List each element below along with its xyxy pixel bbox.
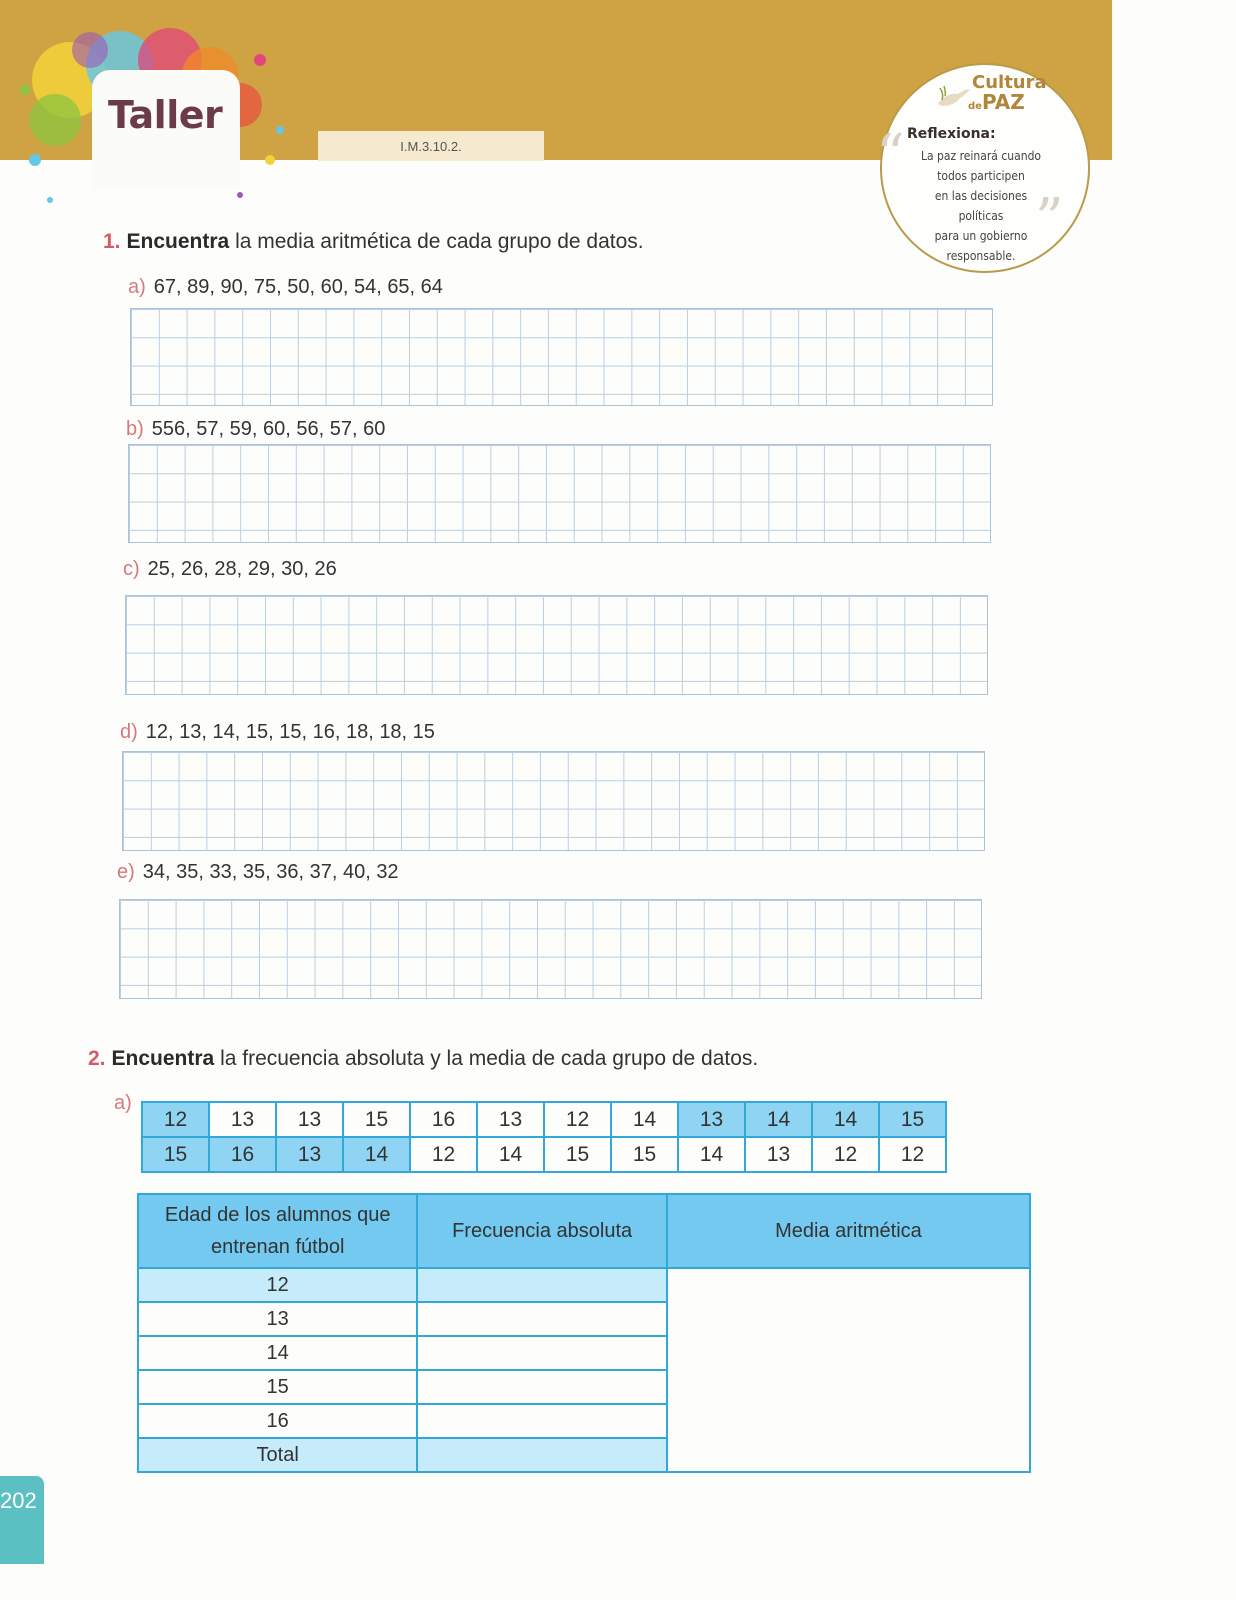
data-cell: 12 (410, 1137, 477, 1172)
answer-grid-b[interactable] (128, 444, 991, 543)
data-cell: 12 (544, 1102, 611, 1137)
peace-line: para un gobierno (934, 229, 1028, 243)
peace-title-line2: PAZ (981, 90, 1025, 114)
peace-title-de: de (968, 101, 982, 112)
data-cell: 14 (477, 1137, 544, 1172)
data-table (141, 1101, 947, 1173)
exercise1-item-c (123, 558, 337, 581)
item-values: 556, 57, 59, 60, 56, 57, 60 (151, 418, 386, 440)
data-cell: 16 (209, 1137, 276, 1172)
data-cell: 13 (276, 1102, 343, 1137)
exercise2-heading (88, 1047, 758, 1071)
exercise1-item-d (120, 721, 435, 744)
data-cell: 15 (142, 1137, 209, 1172)
data-row (142, 1102, 946, 1137)
data-cell: 12 (812, 1137, 879, 1172)
mean-input-cell[interactable] (667, 1268, 1030, 1472)
item-letter: d) (120, 721, 138, 743)
total-input-cell[interactable] (417, 1438, 667, 1472)
total-label: Total (138, 1438, 417, 1472)
exercise1-instruction: la media aritmética de cada grupo de datos. (235, 230, 644, 253)
data-row (142, 1137, 946, 1172)
item-values: 34, 35, 33, 35, 36, 37, 40, 32 (142, 861, 399, 883)
answer-grid-e[interactable] (119, 899, 982, 999)
age-cell: 12 (138, 1268, 417, 1302)
item-values: 12, 13, 14, 15, 15, 16, 18, 18, 15 (145, 721, 435, 743)
frequency-input-cell[interactable] (417, 1370, 667, 1404)
data-cell: 13 (477, 1102, 544, 1137)
table-row (138, 1268, 1030, 1302)
peace-line: La paz reinará cuando (920, 149, 1042, 163)
peace-line: todos participen (937, 169, 1025, 183)
age-cell: 13 (138, 1302, 417, 1336)
data-cell: 16 (410, 1102, 477, 1137)
header-absolute-frequency: Frecuencia absoluta (417, 1194, 667, 1268)
frequency-input-cell[interactable] (417, 1268, 667, 1302)
data-cell: 14 (745, 1102, 812, 1137)
data-cell: 14 (343, 1137, 410, 1172)
data-cell: 12 (142, 1102, 209, 1137)
curriculum-code: I.M.3.10.2. (318, 131, 544, 161)
exercise1-number: 1. (103, 230, 121, 253)
data-cell: 15 (343, 1102, 410, 1137)
data-cell: 13 (678, 1102, 745, 1137)
data-cell: 13 (745, 1137, 812, 1172)
frequency-input-cell[interactable] (417, 1336, 667, 1370)
age-cell: 16 (138, 1404, 417, 1438)
exercise1-item-e (117, 861, 399, 884)
peace-title (968, 74, 1047, 112)
peace-line: responsable. (946, 249, 1016, 263)
frequency-input-cell[interactable] (417, 1302, 667, 1336)
table-header-row (138, 1194, 1030, 1268)
data-cell: 12 (879, 1137, 946, 1172)
item-letter: c) (123, 558, 140, 580)
answer-grid-d[interactable] (122, 751, 985, 851)
frequency-table (137, 1193, 1031, 1473)
dove-icon (936, 84, 972, 110)
data-cell: 15 (544, 1137, 611, 1172)
age-cell: 15 (138, 1370, 417, 1404)
data-cell: 13 (209, 1102, 276, 1137)
data-cell: 15 (879, 1102, 946, 1137)
item-values: 67, 89, 90, 75, 50, 60, 54, 65, 64 (153, 276, 443, 298)
data-cell: 14 (611, 1102, 678, 1137)
quote-open-icon: “ (876, 123, 905, 188)
data-cell: 13 (276, 1137, 343, 1172)
section-title: Taller (108, 93, 223, 137)
header-age: Edad de los alumnos que entrenan fútbol (138, 1194, 417, 1268)
frequency-input-cell[interactable] (417, 1404, 667, 1438)
peace-text (912, 146, 1050, 266)
peace-title-line1: Cultura (972, 72, 1047, 93)
exercise2-number: 2. (88, 1047, 106, 1070)
item-values: 25, 26, 28, 29, 30, 26 (147, 558, 337, 580)
data-cell: 15 (611, 1137, 678, 1172)
item-letter: e) (117, 861, 135, 883)
exercise2-verb: Encuentra (111, 1047, 215, 1070)
answer-grid-c[interactable] (125, 595, 988, 695)
header-arithmetic-mean: Media aritmética (667, 1194, 1030, 1268)
data-cell: 14 (812, 1102, 879, 1137)
exercise2-item-a: a) (114, 1092, 132, 1114)
peace-line: en las decisiones políticas (934, 189, 1028, 223)
quote-close-icon: ” (1035, 187, 1064, 252)
exercise1-item-b (126, 418, 385, 441)
age-cell: 14 (138, 1336, 417, 1370)
exercise2-instruction: la frecuencia absoluta y la media de cada grupo de datos. (220, 1047, 759, 1070)
exercise1-verb: Encuentra (126, 230, 230, 253)
exercise1-heading (103, 230, 644, 254)
peace-heading: Reflexiona: (907, 126, 996, 142)
data-cell: 14 (678, 1137, 745, 1172)
page-number: 202 (0, 1488, 37, 1513)
answer-grid-a[interactable] (130, 308, 993, 406)
item-letter: b) (126, 418, 144, 440)
exercise1-item-a (128, 276, 443, 299)
item-letter: a) (128, 276, 146, 298)
